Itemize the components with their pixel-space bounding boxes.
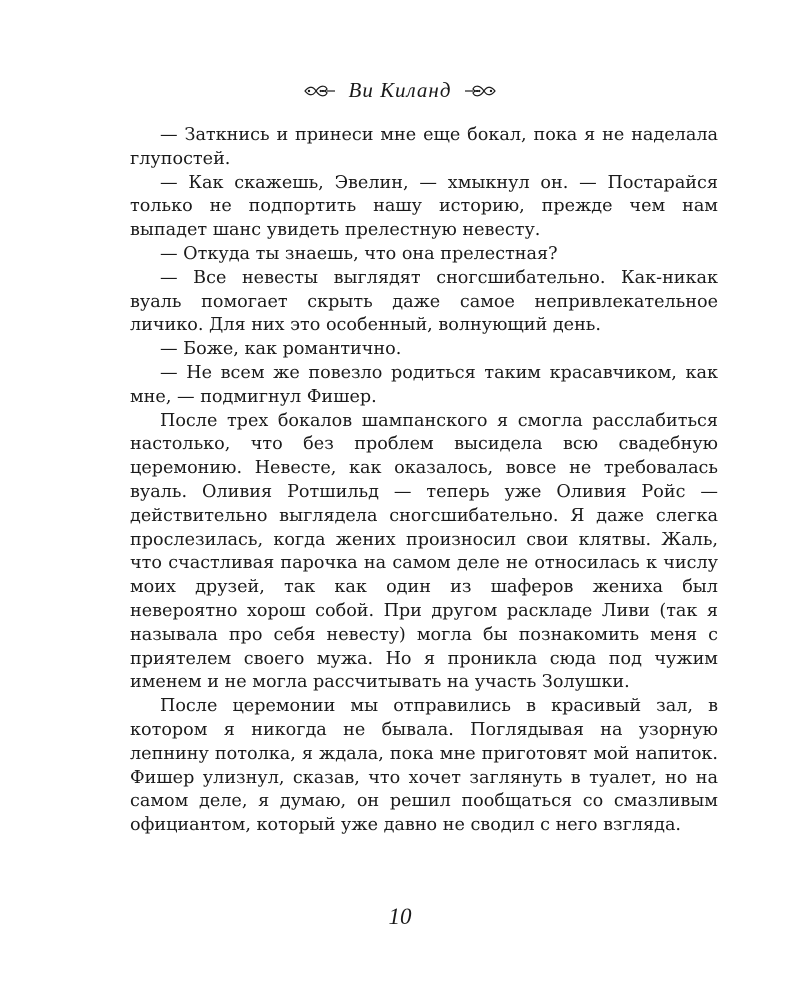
left-ornament-icon	[303, 83, 337, 99]
author-name: Ви Киланд	[348, 78, 452, 102]
page-number: 10	[388, 904, 412, 929]
paragraph: После трех бокалов шампанского я смогла расслабиться настолько, что без проблем высидела всю свадебную церемонию. Невесте, как оказалось, вовсе не требовалась вуаль. Оливия Ротшильд — теперь уже Оливия Ройс — действительно выглядела сногсшибательно. Я даже слегка прослезилась, когда жених произносил свои клятвы. Жаль, что счастливая парочка на самом деле не относилась к числу моих друзей, так как один из шаферов жениха был невероятно хорош собой. При другом раскладе Ливи (так я называла про себя невесту) могла бы познакомить меня с приятелем своего мужа. Но я проникла сюда под чужим именем и не могла рассчитывать на участь Золушки.	[130, 410, 718, 693]
paragraph: — Как скажешь, Эвелин, — хмыкнул он. — Постарайся только не подпортить нашу историю, прежде чем нам выпадет шанс увидеть прелестную невесту.	[130, 172, 718, 241]
paragraph: — Боже, как романтично.	[160, 339, 402, 360]
page-body	[130, 124, 718, 838]
paragraph: — Не всем же повезло родиться таким красавчиком, как мне, — подмигнул Фишер.	[130, 362, 718, 407]
paragraph: — Откуда ты знаешь, что она прелестная?	[160, 243, 558, 264]
running-header	[0, 78, 800, 103]
paragraph: — Все невесты выглядят сногсшибательно. Как-никак вуаль помогает скрыть даже самое непривлекательное личико. Для них это особенный, волнующий день.	[130, 267, 718, 336]
paragraph: После церемонии мы отправились в красивый зал, в котором я никогда не бывала. Поглядывая на узорную лепнину потолка, я ждала, пока мне приготовят мой напиток. Фишер улизнул, сказав, что хочет заглянуть в туалет, но на самом деле, я думаю, он решил пообщаться со смазливым официантом, который уже давно не сводил с него взгляда.	[130, 696, 718, 836]
right-ornament-icon	[463, 83, 497, 99]
paragraph: — Заткнись и принеси мне еще бокал, пока я не наделала глупостей.	[130, 125, 718, 169]
